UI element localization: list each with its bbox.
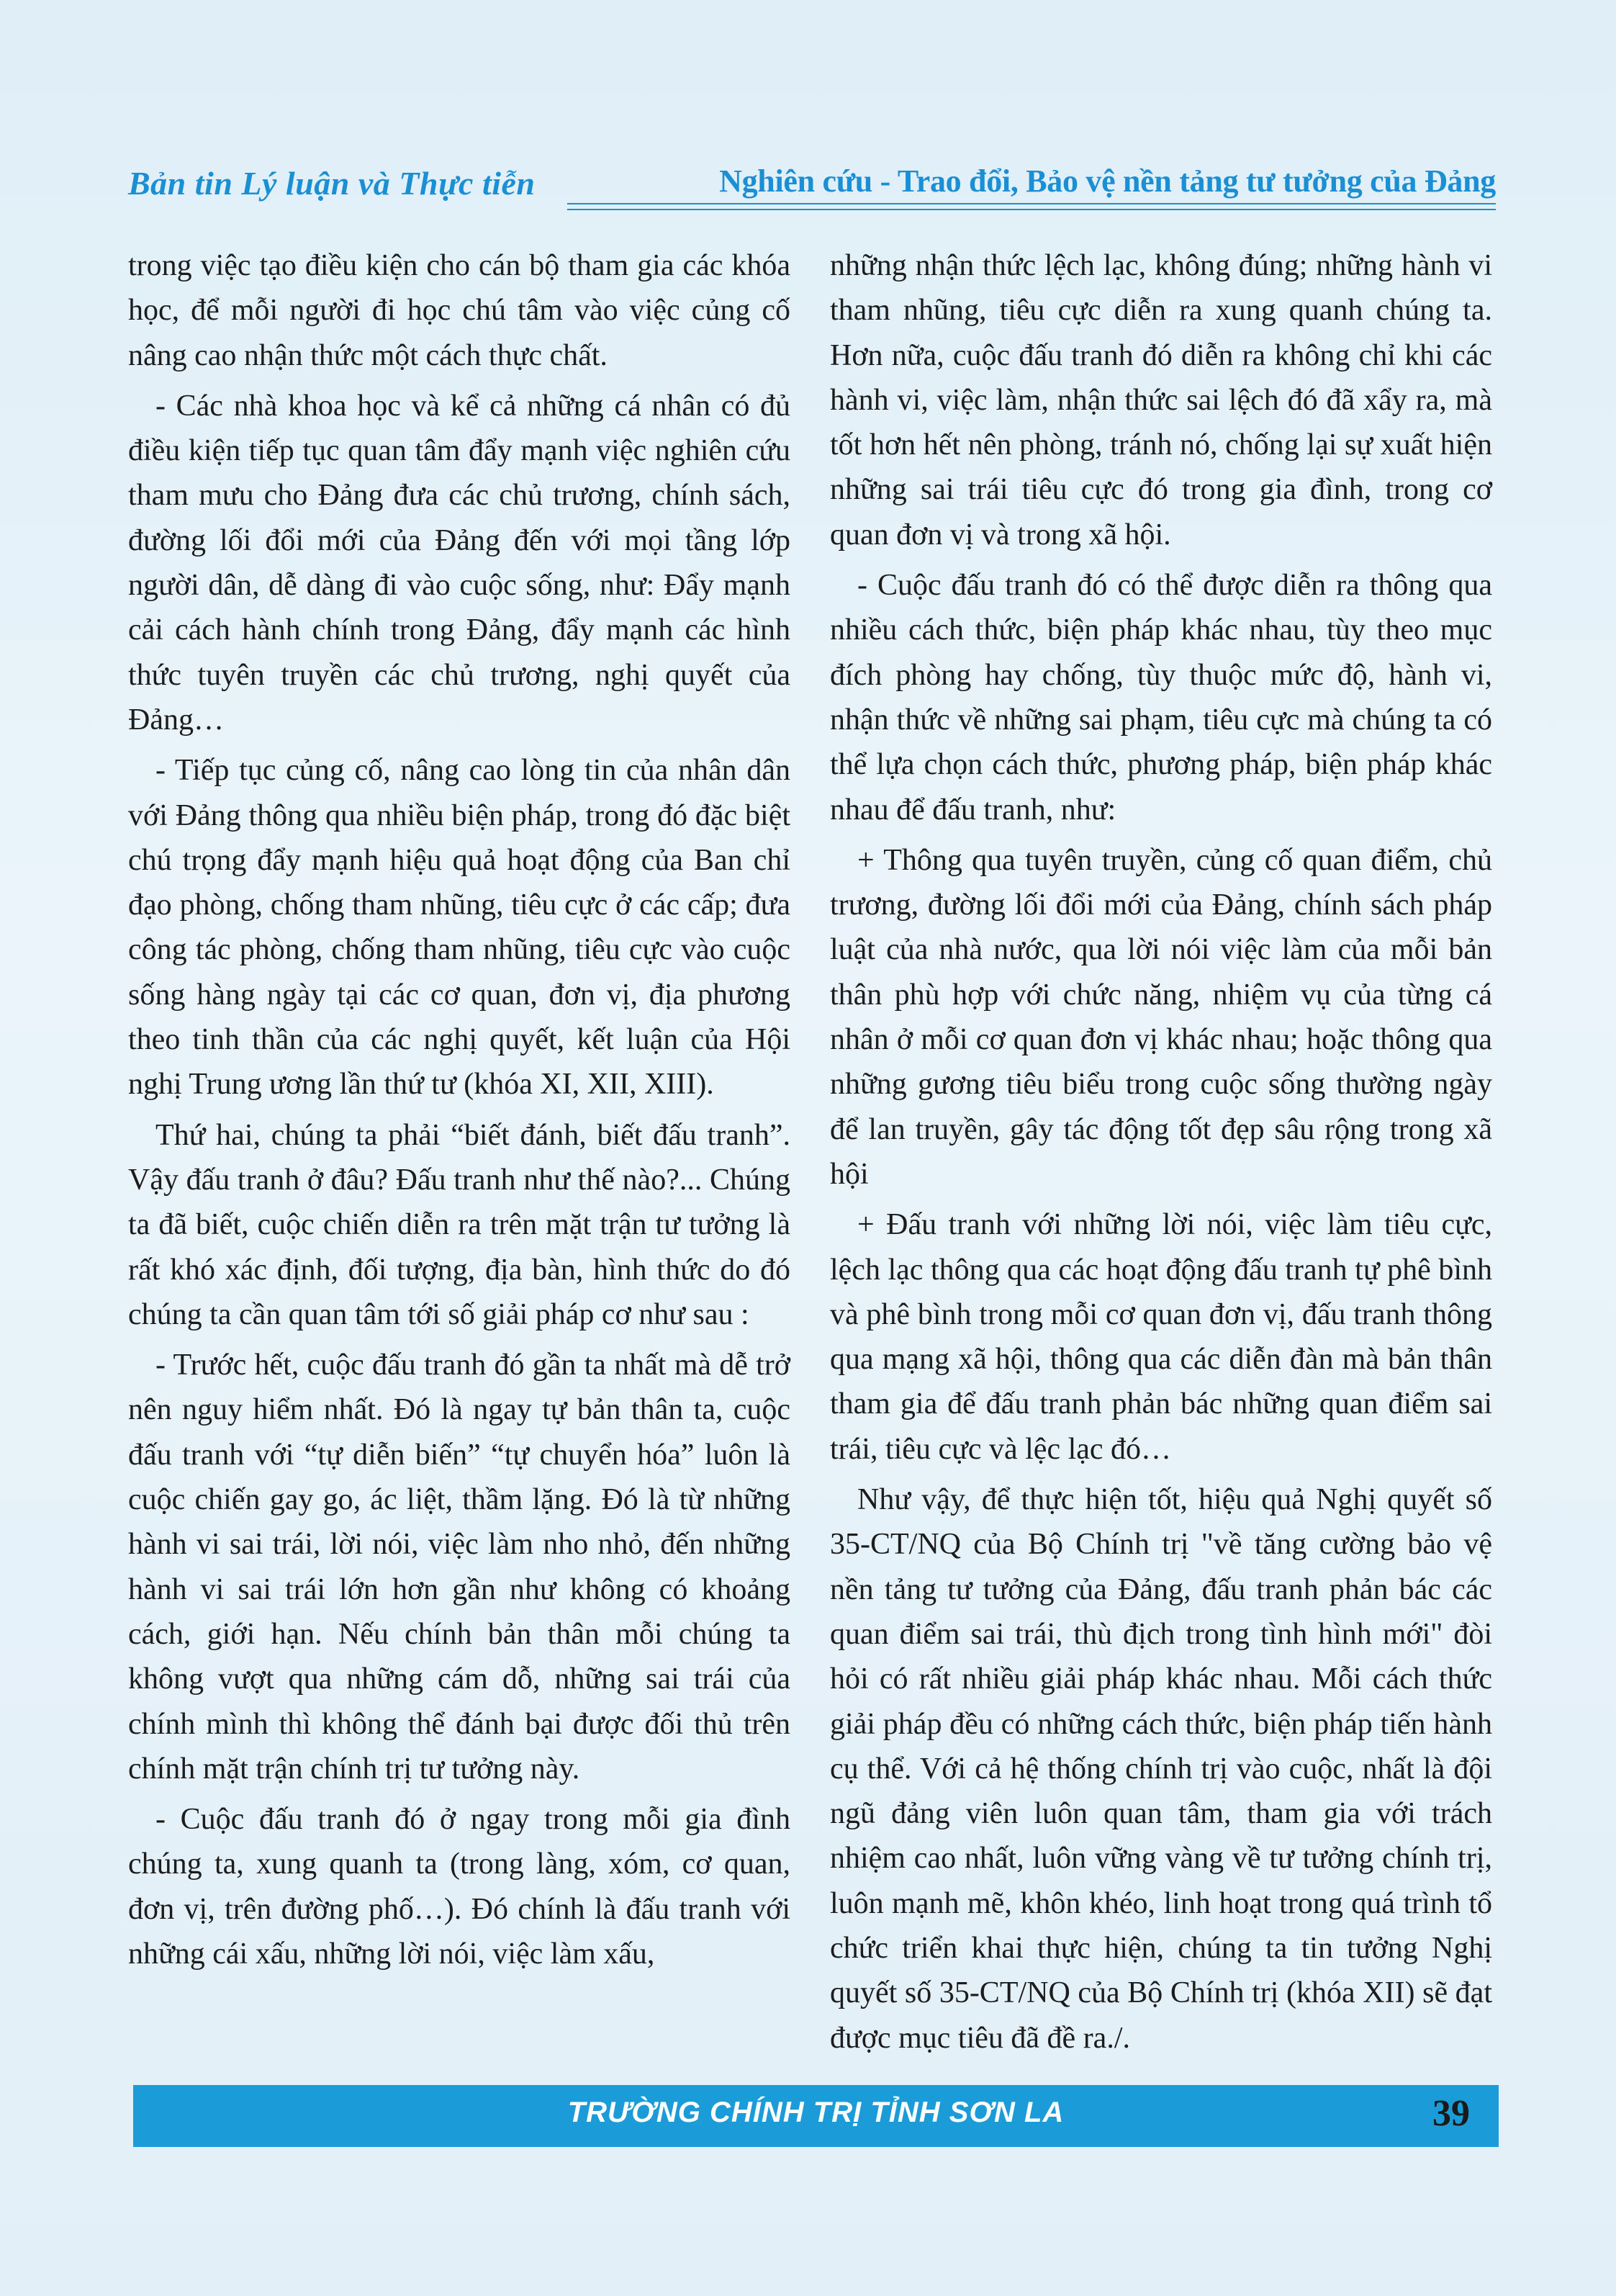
paragraph: những nhận thức lệch lạc, không đúng; những hành vi tham nhũng, tiêu cực diễn ra xung quanh chúng ta. Hơn nữa, cuộc đấu tranh đó diễn ra không chỉ khi các hành vi, việc làm, nhận thức sai lệch đó đã xẩy ra, mà tốt hơn hết nên phòng, tránh nó, chống lại sự xuất hiện những sai trái tiêu cực đó trong gia đình, trong cơ quan đơn vị và trong xã hội. — [830, 249, 1492, 552]
section-title: Nghiên cứu - Trao đổi, Bảo vệ nền tảng tư tưởng của Đảng — [719, 163, 1496, 199]
paragraph: Như vậy, để thực hiện tốt, hiệu quả Nghị quyết số 35-CT/NQ của Bộ Chính trị "về tăng cường bảo vệ nền tảng tư tưởng của Đảng, đấu tranh phản bác các quan điểm sai trái, thù địch trong tình hình mới" đòi hỏi có rất nhiều giải pháp khác nhau. Mỗi cách thức giải pháp đều có những cách thức, biện pháp tiến hành cụ thể. Với cả hệ thống chính trị vào cuộc, nhất là đội ngũ đảng viên luôn quan tâm, tham gia với trách nhiệm cao nhất, luôn vững vàng về tư tưởng chính trị, luôn mạnh mẽ, khôn khéo, linh hoạt trong quá trình tổ chức triển khai thực hiện, chúng ta tin tưởng Nghị quyết số 35-CT/NQ của Bộ Chính trị (khóa XII) sẽ đạt được mục tiêu đã đề ra./. — [830, 1483, 1492, 2055]
page-header — [128, 160, 1496, 217]
paragraph: - Trước hết, cuộc đấu tranh đó gần ta nhất mà dễ trở nên nguy hiểm nhất. Đó là ngay tự bản thân ta, cuộc đấu tranh với “tự diễn biến” “tự chuyển hóa” luôn là cuộc chiến gay go, ác liệt, thầm lặng. Đó là từ những hành vi sai trái, lời nói, việc làm nho nhỏ, đến những hành vi sai trái lớn hơn gần như không có khoảng cách, giới hạn. Nếu chính bản thân mỗi chúng ta không vượt qua những cám dỗ, những sai trái của chính mình thì không thể đánh bại được đối thủ trên chính mặt trận chính trị tư tưởng này. — [128, 1349, 790, 1786]
paragraph: trong việc tạo điều kiện cho cán bộ tham gia các khóa học, để mỗi người đi học chú tâm vào việc củng cố nâng cao nhận thức một cách thực chất. — [128, 249, 790, 372]
right-column — [830, 243, 1492, 2066]
paragraph: - Cuộc đấu tranh đó có thể được diễn ra thông qua nhiều cách thức, biện pháp khác nhau, tùy theo mục đích phòng hay chống, tùy thuộc mức độ, hành vi, nhận thức về những sai phạm, tiêu cực mà chúng ta có thể lựa chọn cách thức, phương pháp, biện pháp khác nhau để đấu tranh, như: — [830, 569, 1492, 827]
footer-school-name: TRƯỜNG CHÍNH TRỊ TỈNH SƠN LA — [567, 2097, 1065, 2128]
paragraph: - Cuộc đấu tranh đó ở ngay trong mỗi gia đình chúng ta, xung quanh ta (trong làng, xóm, cơ quan, đơn vị, trên đường phố…). Đó chính là đấu tranh với những cái xấu, những lời nói, việc làm xấu, — [128, 1803, 790, 1971]
left-column — [128, 243, 790, 1982]
footer-bar — [133, 2085, 1499, 2147]
page-number: 39 — [1432, 2093, 1470, 2134]
paragraph: Thứ hai, chúng ta phải “biết đánh, biết đấu tranh”. Vậy đấu tranh ở đâu? Đấu tranh như thế nào?... Chúng ta đã biết, cuộc chiến diễn ra trên mặt trận tư tưởng là rất khó xác định, đối tượng, địa bàn, hình thức do đó chúng ta cần quan tâm tới số giải pháp cơ như sau : — [128, 1118, 790, 1331]
paragraph: - Tiếp tục củng cố, nâng cao lòng tin của nhân dân với Đảng thông qua nhiều biện pháp, trong đó đặc biệt chú trọng đẩy mạnh hiệu quả hoạt động của Ban chỉ đạo phòng, chống tham nhũng, tiêu cực ở các cấp; đưa công tác phòng, chống tham nhũng, tiêu cực vào cuộc sống hàng ngày tại các cơ quan, đơn vị, địa phương theo tinh thần của các nghị quyết, kết luận của Hội nghị Trung ương lần thứ tư (khóa XI, XII, XIII). — [128, 754, 790, 1102]
header-rule — [567, 203, 1496, 210]
publication-title: Bản tin Lý luận và Thực tiễn — [128, 165, 536, 202]
paragraph: - Các nhà khoa học và kể cả những cá nhân có đủ điều kiện tiếp tục quan tâm đẩy mạnh việc nghiên cứu tham mưu cho Đảng đưa các chủ trương, chính sách, đường lối đổi mới của Đảng đến với mọi tầng lớp người dân, dễ dàng đi vào cuộc sống, như: Đẩy mạnh cải cách hành chính trong Đảng, đẩy mạnh các hình thức tuyên truyền các chủ trương, nghị quyết của Đảng… — [128, 389, 790, 737]
paragraph: + Thông qua tuyên truyền, củng cố quan điểm, chủ trương, đường lối đổi mới của Đảng, chính sách pháp luật của nhà nước, qua lời nói việc làm của mỗi bản thân phù hợp với chức năng, nhiệm vụ của từng cá nhân ở mỗi cơ quan đơn vị khác nhau; hoặc thông qua những gương tiêu biểu trong cuộc sống thường ngày để lan truyền, gây tác động tốt đẹp sâu rộng trong xã hội — [830, 843, 1492, 1191]
paragraph: + Đấu tranh với những lời nói, việc làm tiêu cực, lệch lạc thông qua các hoạt động đấu tranh tự phê bình và phê bình trong mỗi cơ quan đơn vị, đấu tranh thông qua mạng xã hội, thông qua các diễn đàn mà bản thân tham gia để đấu tranh phản bác những quan điểm sai trái, tiêu cực và lệc lạc đó… — [830, 1208, 1492, 1466]
